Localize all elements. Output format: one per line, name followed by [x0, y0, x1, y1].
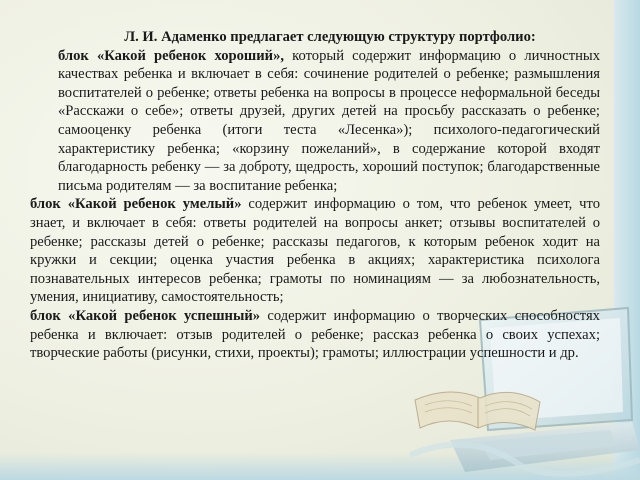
block-good-child — [30, 47, 600, 196]
block-text: содержит информацию о том, что ребенок умеет, что знает, и включает в себя: ответы родителей на вопросы анкет; отзывы воспитателей о ребенке; рассказы детей о ребенке; рассказы педагогов, к которым ребенок ходит на кружки и секции; оценка участия ребенка в акциях; характеристика психолога познавательных интересов ребенка; грамоты по номинациям — за любознательность, умения, инициативу, самостоятельность; — [30, 196, 600, 306]
block-text: который содержит информацию о личностных качествах ребенка и включает в себя: сочинение родителей о ребенке; размышления воспитателей о ребенке; ответы ребенка на вопросы в процессе неформальной беседы «Расскажи о себе»; ответы друзей, других детей на просьбу рассказать о ребенке; самооценку ребенка (итоги теста «Лесенка»); психолого-педагогический характеристику ребенка; «корзину пожеланий», в содержание которой входят благодарность ребенку — за доброту, щедрость, хороший поступок; благодарственные письма родителям — за воспитание ребенка; — [58, 47, 600, 194]
page-title: Л. И. Адаменко предлагает следующую структуру портфолио: — [124, 29, 536, 45]
block-heading: блок «Какой ребенок хороший», — [58, 47, 285, 64]
block-skilled-child — [30, 195, 600, 307]
text-content — [30, 28, 600, 363]
block-text: содержит информацию о творческих способностях ребенка и включает: отзыв родителей о ребенке; рассказ ребенка о своих успехах; творческие работы (рисунки, стихи, проекты); грамоты; иллюстрации успешности и др. — [30, 307, 600, 362]
block-heading: блок «Какой ребенок успешный» — [30, 307, 261, 324]
block-successful-child — [30, 307, 600, 363]
block-heading: блок «Какой ребенок умелый» — [30, 196, 242, 213]
